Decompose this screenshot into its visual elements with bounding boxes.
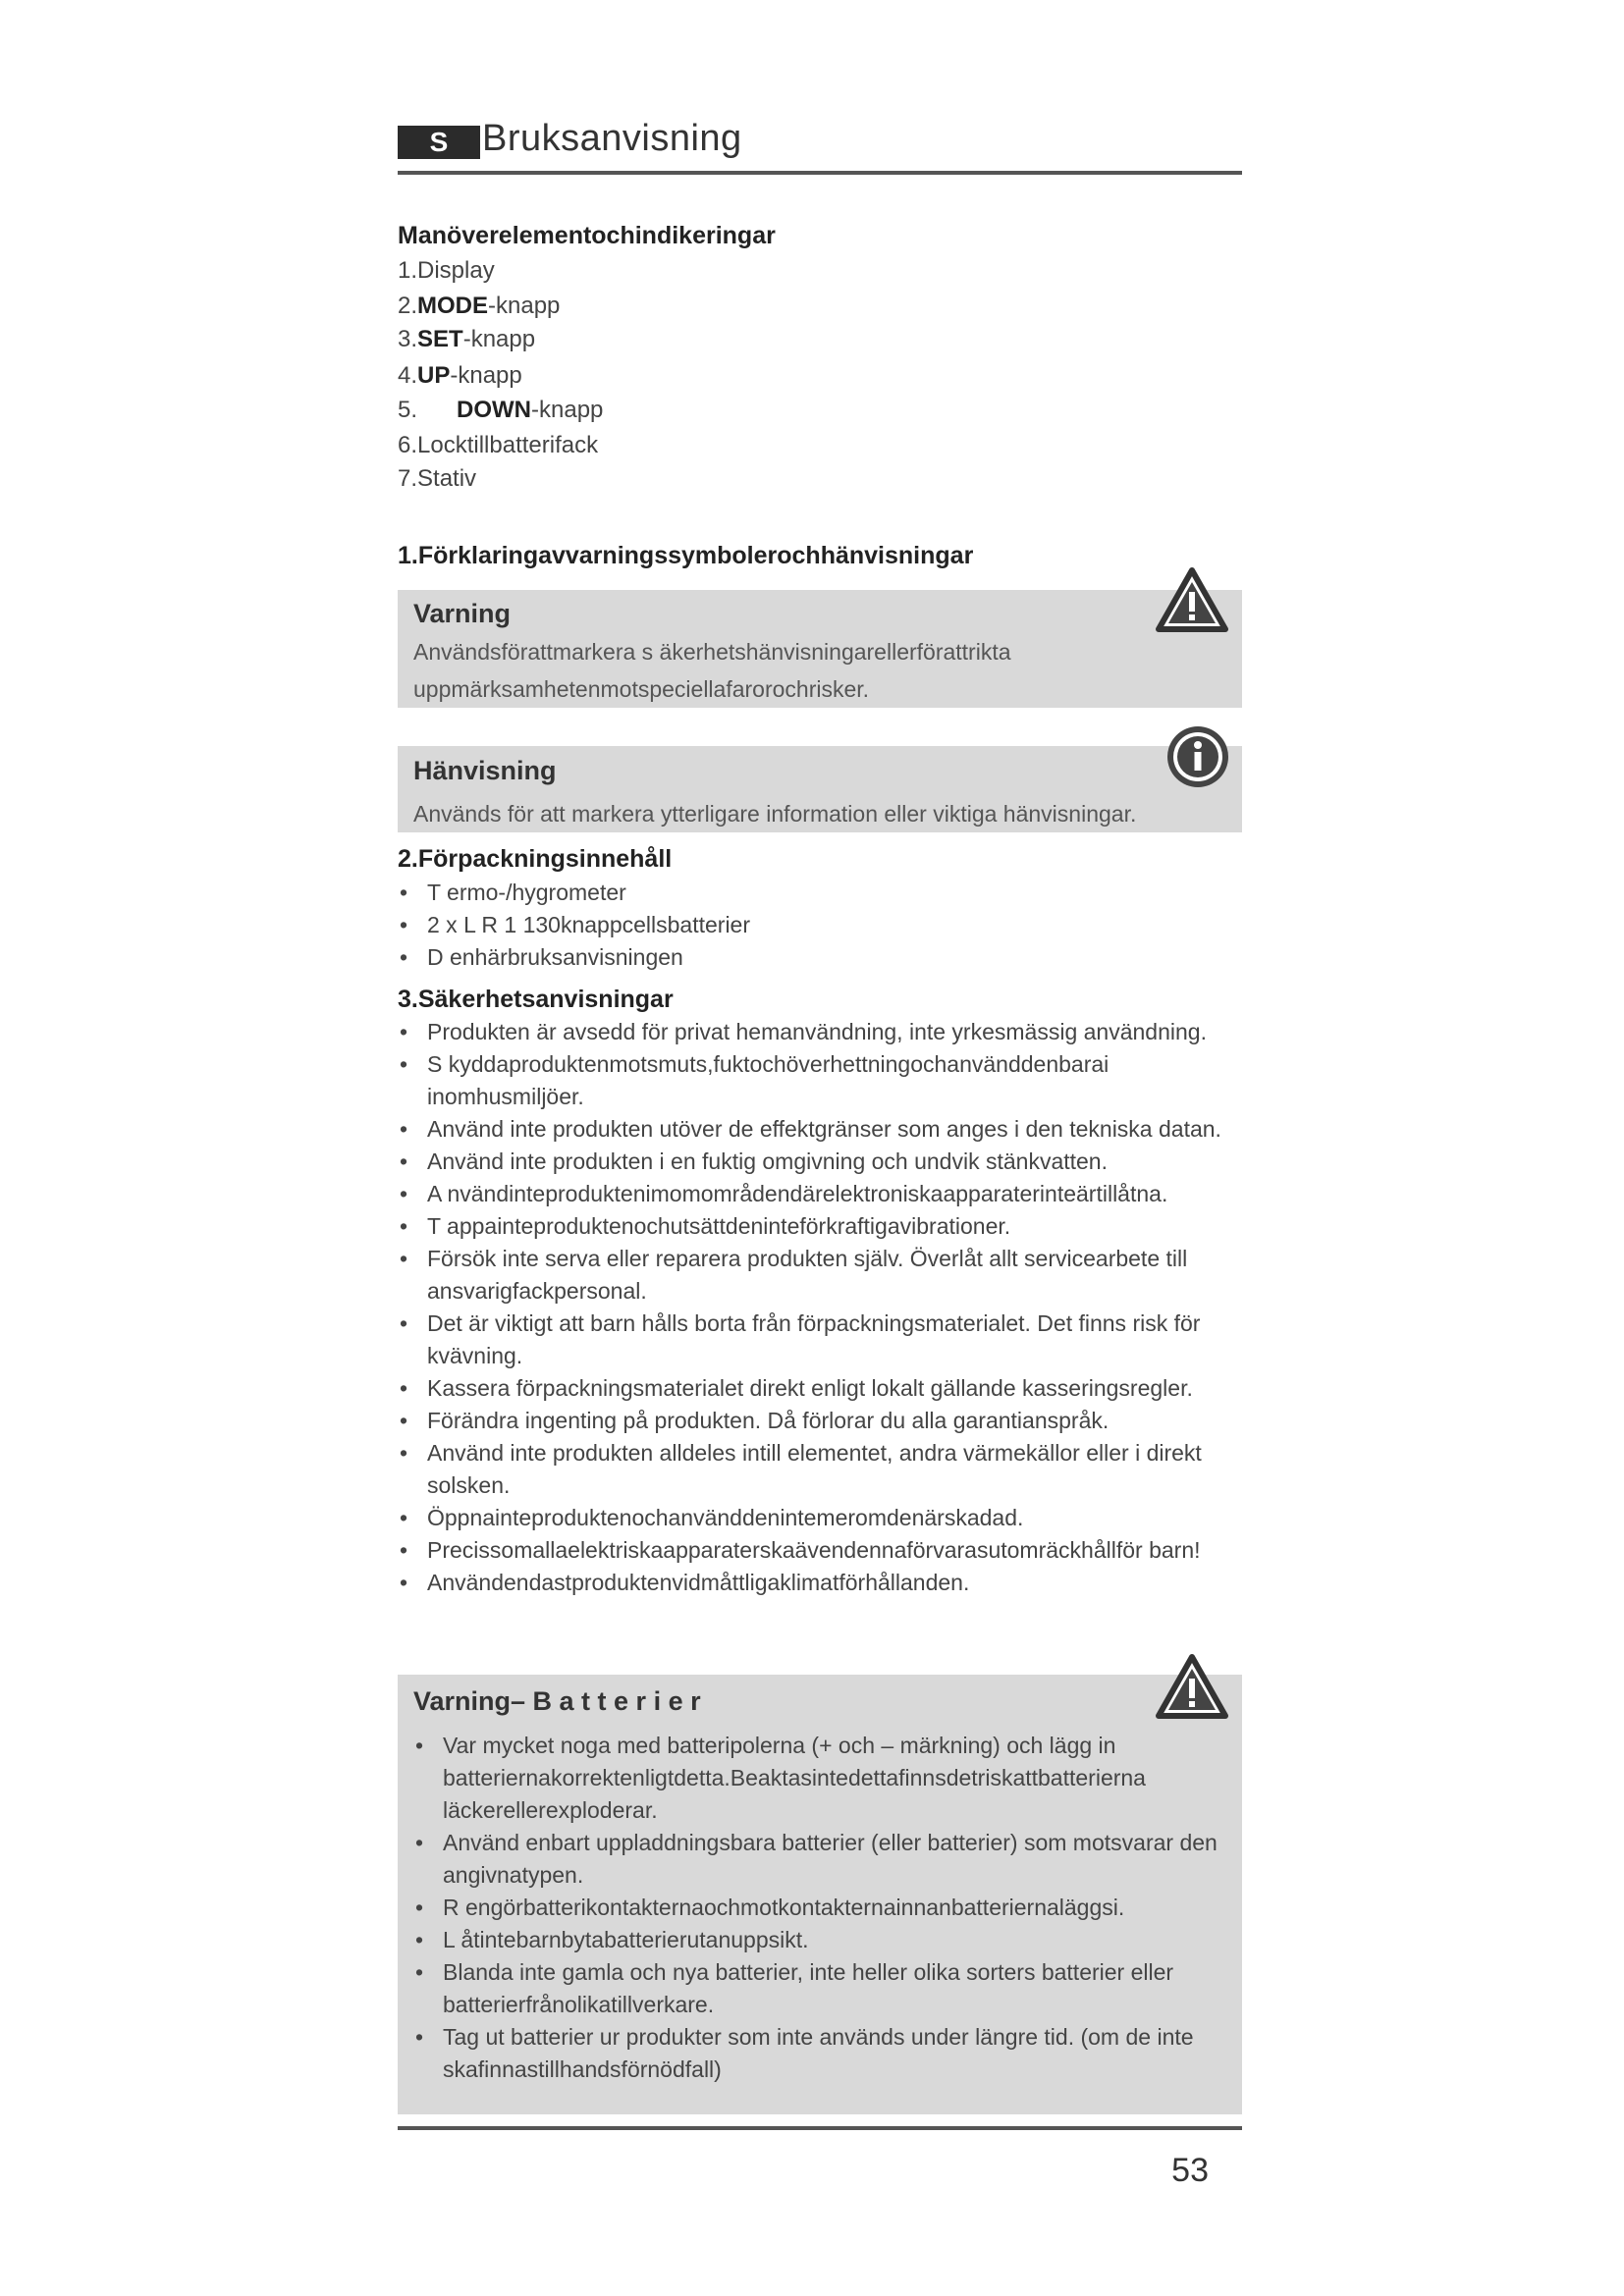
list-item: • Öppnainteproduktenochanvänddenintemeromdenärskadad. <box>398 1502 1222 1534</box>
notice-text: Används för att markera ytterligare information eller viktiga hänvisningar. <box>413 801 1137 827</box>
list-item: • Kassera förpackningsmaterialet direkt enligt lokalt gällande kasseringsregler. <box>398 1372 1222 1405</box>
item-label: Locktillbatterifack <box>417 432 599 458</box>
list-item: • Var mycket noga med batteripolerna (+ och – märkning) och lägg in batteriernakorrektenligtdetta.Beaktasintedettafinnsdetriskattbatterierna läckerellerexploderar. <box>413 1730 1218 1827</box>
page-title: Bruksanvisning <box>482 118 742 159</box>
footer-divider <box>398 2126 1242 2130</box>
item-number: 5. <box>398 397 458 423</box>
list-item: • L åtintebarnbytabatterierutanuppsikt. <box>413 1924 1218 1956</box>
item-keyword: SET <box>417 326 463 352</box>
list-item: • Förändra ingenting på produkten. Då förlorar du alla garantianspråk. <box>398 1405 1222 1437</box>
warning-triangle-icon <box>1155 566 1229 635</box>
item-number: 3. <box>398 326 418 352</box>
list-item: • Det är viktigt att barn hålls borta från förpackningsmaterialet. Det finns risk för kvävning. <box>398 1308 1222 1372</box>
list-item: • Användendastproduktenvidmåttligaklimatförhållanden. <box>398 1567 1222 1599</box>
warning-text-line-2: uppmärksamhetenmotspeciellafarorochrisker. <box>413 676 870 702</box>
list-item: • Försök inte serva eller reparera produkten själv. Överlåt allt servicearbete till ansvarigfackpersonal. <box>398 1243 1222 1308</box>
warning-title: Varning <box>413 599 512 628</box>
controls-list-item <box>398 465 476 493</box>
list-item: • Använd inte produkten i en fuktig omgivning och undvik stänkvatten. <box>398 1146 1222 1178</box>
item-label: Display <box>417 257 495 284</box>
warning-text-line-1: Användsförattmarkera s äkerhetshänvisningarellerförattrikta <box>413 639 1011 665</box>
item-label: -knapp <box>462 326 536 352</box>
item-label: -knapp <box>488 293 561 319</box>
item-label: -knapp <box>531 397 604 423</box>
package-contents-list <box>398 877 1242 974</box>
item-keyword: MODE <box>417 293 489 319</box>
item-number: 2. <box>398 293 418 319</box>
list-item: • A nvändinteproduktenimomområdendärelektroniskaapparaterinteärtillåtna. <box>398 1178 1222 1210</box>
list-item: • Använd inte produkten utöver de effektgränser som anges i den tekniska datan. <box>398 1113 1222 1146</box>
safety-list <box>398 1016 1222 1599</box>
item-number: 1. <box>398 257 418 284</box>
controls-list-item <box>398 432 598 459</box>
list-item: • Tag ut batterier ur produkter som inte används under längre tid. (om de inte skafinnastillhandsförnödfall) <box>413 2021 1218 2086</box>
item-keyword: UP <box>417 362 451 389</box>
controls-list-item <box>398 397 603 424</box>
list-item: • 2 x L R 1 130knappcellsbatterier <box>398 909 1242 941</box>
list-item: • R engörbatterikontakternaochmotkontakternainnanbatteriernaläggsi. <box>413 1892 1218 1924</box>
battery-warning-box <box>398 1675 1242 2114</box>
list-item: • Blanda inte gamla och nya batterier, inte heller olika sorters batterier eller batterierfrånolikatillverkare. <box>413 1956 1218 2021</box>
controls-heading: Manöverelementochindikeringar <box>398 222 776 249</box>
list-item: • Precissomallaelektriskaapparaterskaävendennaförvarasutomräckhållför barn! <box>398 1534 1222 1567</box>
controls-list-item <box>398 257 495 285</box>
section1-heading: 1.Förklaringavvarningssymbolerochhänvisningar <box>398 542 974 569</box>
controls-list-item <box>398 362 522 390</box>
warning-triangle-icon <box>1155 1653 1229 1722</box>
list-item: • Använd inte produkten alldeles intill elementet, andra värmekällor eller i direkt solsken. <box>398 1437 1222 1502</box>
list-item: • T appainteproduktenochutsättdeninteförkraftigavibrationer. <box>398 1210 1222 1243</box>
header-divider <box>398 171 1242 175</box>
page-number: 53 <box>1171 2152 1209 2189</box>
battery-warning-title: Varning– B a t t e r i e r <box>413 1686 701 1716</box>
section2-heading: 2.Förpackningsinnehåll <box>398 845 673 873</box>
language-badge: S <box>398 126 480 159</box>
list-item: • Använd enbart uppladdningsbara batterier (eller batterier) som motsvarar den angivnatypen. <box>413 1827 1218 1892</box>
manual-page <box>398 0 1242 2296</box>
item-number: 6. <box>398 432 418 458</box>
controls-list-item <box>398 293 560 320</box>
item-keyword: DOWN <box>457 397 532 423</box>
info-icon <box>1165 724 1230 789</box>
controls-list-item <box>398 326 535 353</box>
item-number: 7. <box>398 465 418 492</box>
section3-heading: 3.Säkerhetsanvisningar <box>398 986 674 1013</box>
list-item: • T ermo-/hygrometer <box>398 877 1242 909</box>
item-number: 4. <box>398 362 418 389</box>
list-item: • Produkten är avsedd för privat hemanvändning, inte yrkesmässig användning. <box>398 1016 1222 1048</box>
warning-box <box>398 590 1242 708</box>
page-header <box>398 118 1242 179</box>
list-item: • D enhärbruksanvisningen <box>398 941 1242 974</box>
battery-warning-list <box>413 1730 1218 2086</box>
item-label: -knapp <box>450 362 522 389</box>
notice-title: Hänvisning <box>413 756 557 785</box>
notice-box <box>398 746 1242 832</box>
list-item: • S kyddaproduktenmotsmuts,fuktochöverhettningochanvänddenbarai inomhusmiljöer. <box>398 1048 1222 1113</box>
item-label: Stativ <box>417 465 477 492</box>
